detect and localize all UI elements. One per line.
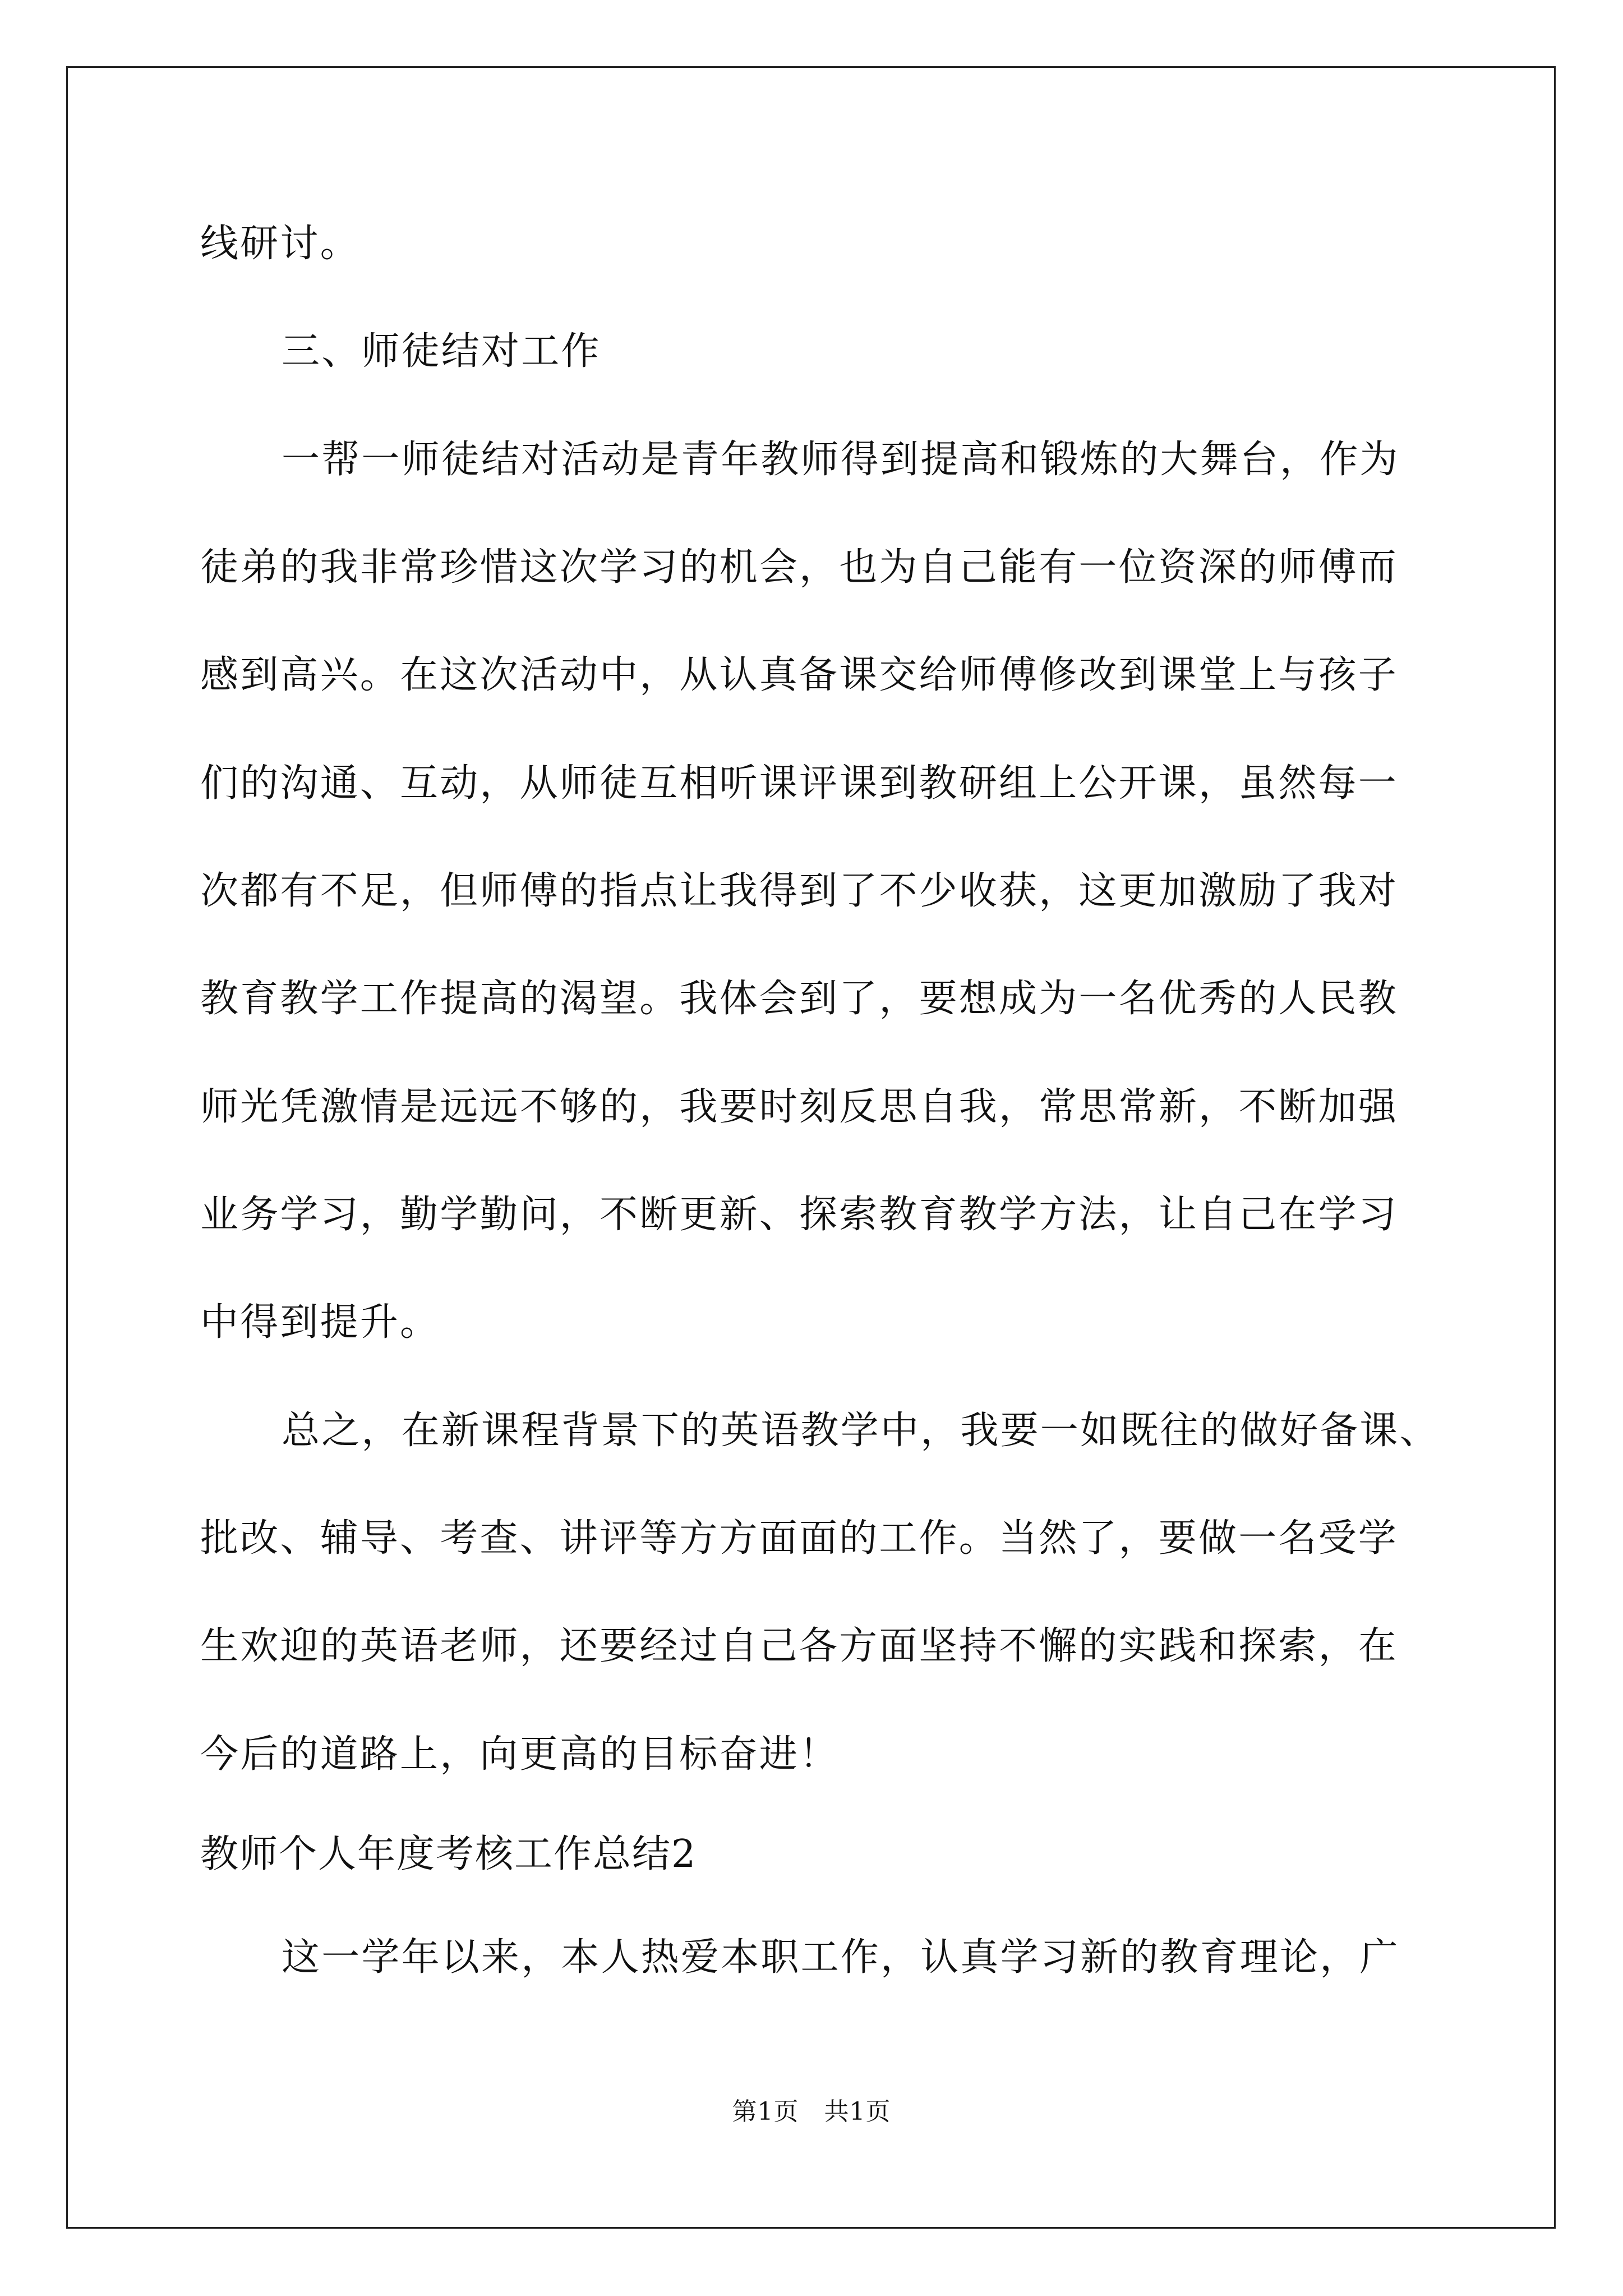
text-line: 这一学年以来，本人热爱本职工作，认真学习新的教育理论，广 [282,1935,1400,1980]
document-heading: 教师个人年度考核工作总结2 [200,1832,697,1876]
section-heading: 三、师徒结对工作 [282,329,601,374]
text-line: 生欢迎的英语老师，还要经过自己各方面坚持不懈的实践和探索，在 [200,1624,1399,1668]
text-line: 批改、辅导、考查、讲评等方方面面的工作。当然了，要做一名受学 [200,1516,1399,1561]
text-line: 业务学习，勤学勤问，不断更新、探索教育教学方法，让自己在学习 [200,1193,1399,1237]
text-line: 一帮一师徒结对活动是青年教师得到提高和锻炼的大舞台，作为 [282,438,1400,482]
text-line: 教育教学工作提高的渴望。我体会到了，要想成为一名优秀的人民教 [200,977,1399,1021]
text-line: 线研讨。 [200,222,360,266]
text-line: 师光凭激情是远远不够的，我要时刻反思自我，常思常新，不断加强 [200,1085,1399,1129]
page-border [66,66,1556,2229]
text-line: 们的沟通、互动，从师徒互相听课评课到教研组上公开课，虽然每一 [200,761,1399,806]
text-line: 中得到提升。 [200,1300,440,1345]
page-footer: 第1页 共1页 [732,2097,891,2126]
text-line: 感到高兴。在这次活动中，从认真备课交给师傅修改到课堂上与孩子 [200,653,1399,697]
text-line: 徒弟的我非常珍惜这次学习的机会，也为自己能有一位资深的师傅而 [200,545,1399,590]
text-line: 今后的道路上，向更高的目标奋进！ [200,1732,840,1777]
text-line: 总之，在新课程背景下的英语教学中，我要一如既往的做好备课、 [282,1409,1440,1453]
text-line: 次都有不足，但师傅的指点让我得到了不少收获，这更加激励了我对 [200,869,1399,913]
